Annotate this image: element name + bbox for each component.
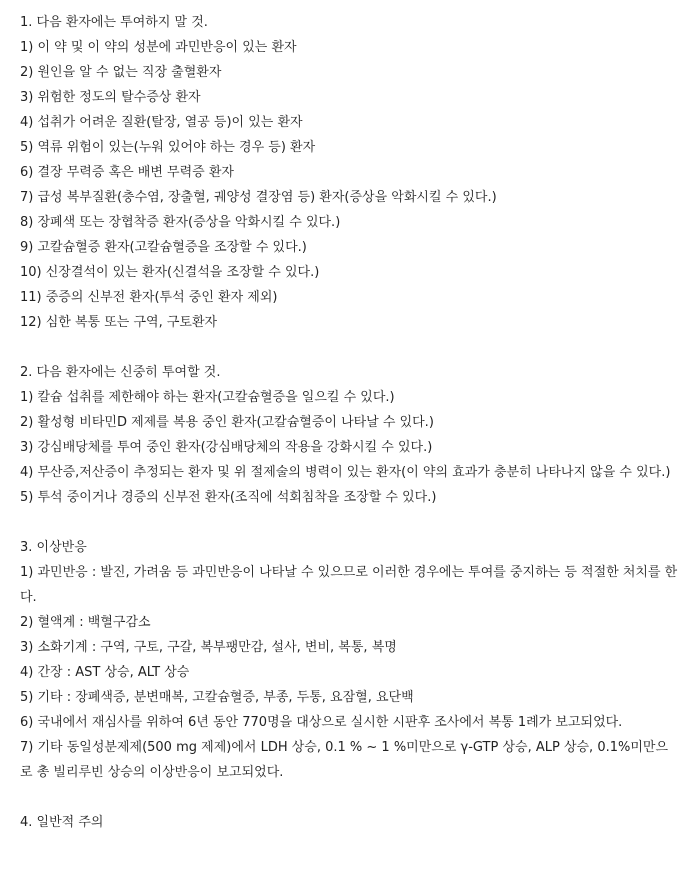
document-body: [20, 10, 680, 835]
section-spacer: [20, 785, 680, 810]
list-item: 3) 강심배당체를 투여 중인 환자(강심배당체의 작용을 강화시킬 수 있다.): [20, 440, 433, 455]
list-item: 7) 급성 복부질환(충수염, 장출혈, 궤양성 결장염 등) 환자(증상을 악화시킬 수 있다.): [20, 190, 497, 205]
list-item: 2) 원인을 알 수 없는 직장 출혈환자: [20, 65, 222, 80]
section-contraindications: [20, 10, 680, 335]
list-item: 5) 투석 중이거나 경증의 신부전 환자(조직에 석회침착을 조장할 수 있다.): [20, 490, 437, 505]
list-item: 4) 무산증,저산증이 추정되는 환자 및 위 절제술의 병력이 있는 환자(이 약의 효과가 충분히 나타나지 않을 수 있다.): [20, 465, 671, 480]
list-item: 3) 위험한 정도의 탈수증상 환자: [20, 90, 201, 105]
list-item: 5) 기타 : 장폐색증, 분변매복, 고칼슘혈증, 부종, 두통, 요잠혈, 요단백: [20, 690, 414, 705]
list-item: 8) 장폐색 또는 장협착증 환자(증상을 악화시킬 수 있다.): [20, 215, 341, 230]
section-cautions: [20, 360, 680, 510]
list-item: 6) 결장 무력증 혹은 배변 무력증 환자: [20, 165, 234, 180]
list-item: 1) 과민반응 : 발진, 가려움 등 과민반응이 나타날 수 있으므로 이러한 경우에는 투여를 중지하는 등 적절한 처치를 한다.: [20, 565, 678, 605]
list-item: 4) 간장 : AST 상승, ALT 상승: [20, 665, 190, 680]
section-heading: 4. 일반적 주의: [20, 815, 104, 830]
list-item: 5) 역류 위험이 있는(누워 있어야 하는 경우 등) 환자: [20, 140, 316, 155]
list-item: 11) 중증의 신부전 환자(투석 중인 환자 제외): [20, 290, 278, 305]
list-item: 9) 고칼슘혈증 환자(고칼슘혈증을 조장할 수 있다.): [20, 240, 307, 255]
list-item: 3) 소화기계 : 구역, 구토, 구갈, 복부팽만감, 설사, 변비, 복통, 복명: [20, 640, 397, 655]
list-item: 1) 이 약 및 이 약의 성분에 과민반응이 있는 환자: [20, 40, 297, 55]
list-item: 2) 혈액계 : 백혈구감소: [20, 615, 151, 630]
list-item: 2) 활성형 비타민D 제제를 복용 중인 환자(고칼슘혈증이 나타날 수 있다.): [20, 415, 434, 430]
list-item: 6) 국내에서 재심사를 위하여 6년 동안 770명을 대상으로 실시한 시판후 조사에서 복통 1례가 보고되었다.: [20, 715, 623, 730]
section-heading: 2. 다음 환자에는 신중히 투여할 것.: [20, 365, 221, 380]
list-item: 4) 섭취가 어려운 질환(탈장, 열공 등)이 있는 환자: [20, 115, 303, 130]
section-spacer: [20, 510, 680, 535]
section-spacer: [20, 335, 680, 360]
list-item: 10) 신장결석이 있는 환자(신결석을 조장할 수 있다.): [20, 265, 320, 280]
section-heading: 3. 이상반응: [20, 540, 87, 555]
section-heading: 1. 다음 환자에는 투여하지 말 것.: [20, 15, 208, 30]
section-adverse-reactions: [20, 535, 680, 785]
section-general-precautions: [20, 810, 680, 835]
list-item: 12) 심한 복통 또는 구역, 구토환자: [20, 315, 218, 330]
list-item: 1) 칼슘 섭취를 제한해야 하는 환자(고칼슘혈증을 일으킬 수 있다.): [20, 390, 395, 405]
list-item: 7) 기타 동일성분제제(500 mg 제제)에서 LDH 상승, 0.1 % ~ 1 %미만으로 γ-GTP 상승, ALP 상승, 0.1%미만으로 총 빌리루빈 상승의 이상반응이 보고되었다.: [20, 740, 669, 780]
